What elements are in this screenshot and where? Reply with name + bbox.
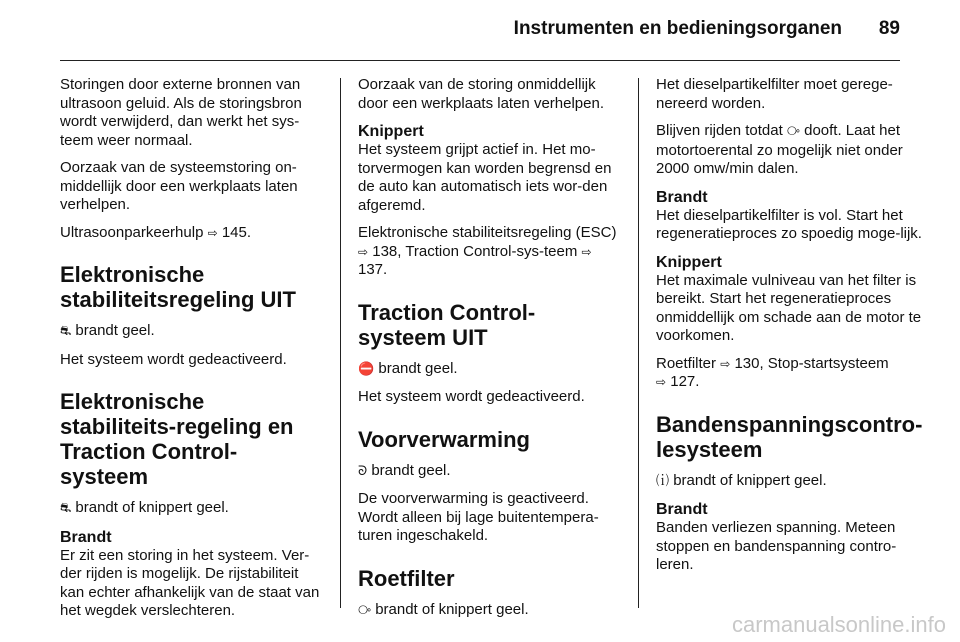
arrow-right-icon: ⇨ bbox=[207, 225, 218, 240]
paragraph: Storingen door externe bronnen van ultrasoon geluid. Als de storingsbron wordt verwijderd, dan werkt het sys-teem weer normaal. bbox=[60, 76, 302, 149]
subsection bbox=[60, 528, 322, 621]
paragraph: Het systeem wordt gedeactiveerd. bbox=[60, 350, 287, 368]
subsection-heading: Knippert bbox=[656, 253, 722, 271]
paragraph: Het dieselpartikelfilter moet gerege-nereerd worden. bbox=[656, 76, 893, 112]
paragraph: ᘐ brandt geel. bbox=[358, 461, 451, 479]
tire-pressure-icon: ⒤ bbox=[656, 473, 670, 489]
traction-control-off-icon: ⛔ bbox=[358, 361, 375, 377]
column-2 bbox=[358, 76, 620, 629]
paragraph: Het systeem wordt gedeactiveerd. bbox=[358, 388, 585, 405]
subsection bbox=[656, 500, 922, 575]
subsection-heading: Brandt bbox=[656, 501, 708, 518]
paragraph: ⧂ brandt of knippert geel. bbox=[358, 600, 529, 618]
paragraph: Blijven rijden totdat ⧂ dooft. Laat het motortoerental zo mogelijk niet onder 2000 omw/min dalen. bbox=[656, 122, 903, 177]
section-heading: Roetfilter bbox=[358, 565, 455, 591]
subsection bbox=[656, 188, 922, 244]
column-divider bbox=[340, 78, 341, 608]
paragraph: De voorverwarming is geactiveerd. Wordt alleen bij lage buitentempera-turen ingeschakeld. bbox=[358, 490, 599, 544]
esc-warning-icon: ⛐ bbox=[60, 501, 72, 516]
cross-reference: Ultrasoonparkeerhulp ⇨ 145. bbox=[60, 223, 252, 241]
cross-reference: Roetfilter ⇨ 130, Stop-startsysteem ⇨ 127. bbox=[656, 354, 889, 390]
paragraph: Banden verliezen spanning. Meteen stoppen en bandenspanning contro-leren. bbox=[656, 519, 897, 573]
column-1 bbox=[60, 76, 322, 630]
subsection-heading: Brandt bbox=[656, 188, 708, 206]
preheat-coil-icon: ᘐ bbox=[358, 463, 368, 479]
paragraph: Oorzaak van de storing onmiddellijk door een werkplaats laten verhelpen. bbox=[358, 76, 604, 112]
arrow-right-icon: ⇨ bbox=[720, 356, 731, 371]
arrow-right-icon: ⇨ bbox=[581, 244, 592, 259]
paragraph: ⒤ brandt of knippert geel. bbox=[656, 471, 827, 489]
cross-reference: Elektronische stabiliteitsregeling (ESC) ⇨ 138, Traction Control-sys-teem ⇨ 137. bbox=[358, 224, 617, 278]
paragraph: Het maximale vulniveau van het filter is bereikt. Start het regeneratieproces onmiddellijk om schade aan de motor te voorkomen. bbox=[656, 271, 922, 344]
section-heading: Elektronische stabiliteits-regeling en Traction Control-systeem bbox=[60, 389, 294, 489]
column-3 bbox=[656, 76, 922, 584]
subsection-heading: Knippert bbox=[358, 123, 424, 140]
header-rule bbox=[60, 60, 900, 61]
paragraph: Er zit een storing in het systeem. Ver-der rijden is mogelijk. De rijstabiliteit kan echter afhankelijk van de staat van het wegdek verslechteren. bbox=[60, 546, 320, 619]
arrow-right-icon: ⇨ bbox=[358, 244, 369, 259]
particle-filter-icon: ⧂ bbox=[786, 124, 800, 139]
section-heading: Bandenspanningscontro-lesysteem bbox=[656, 411, 923, 462]
page-number: 89 bbox=[878, 18, 900, 39]
paragraph: Oorzaak van de systeemstoring on-middellijk door een werkplaats laten verhelpen. bbox=[60, 159, 298, 213]
paragraph: Het dieselpartikelfilter is vol. Start het regeneratieproces zo spoedig moge-lijk. bbox=[656, 206, 922, 242]
watermark: carmanualsonline.info bbox=[731, 612, 946, 637]
header-title: Instrumenten en bedieningsorganen bbox=[513, 18, 842, 39]
section-heading: Voorverwarming bbox=[358, 426, 530, 452]
esc-off-icon: ⛐ bbox=[60, 324, 72, 339]
column-divider bbox=[638, 78, 639, 608]
arrow-right-icon: ⇨ bbox=[656, 375, 667, 389]
subsection bbox=[358, 122, 620, 215]
paragraph: Het systeem grijpt actief in. Het mo-torvermogen kan worden begrensd en de auto kan automatisch iets wor-den afgeremd. bbox=[358, 141, 612, 214]
section-heading: Elektronische stabiliteitsregeling UIT bbox=[60, 262, 296, 312]
paragraph: ⛐ brandt of knippert geel. bbox=[60, 499, 229, 516]
particle-filter-icon: ⧂ bbox=[358, 602, 372, 618]
paragraph: ⛐ brandt geel. bbox=[60, 322, 155, 339]
section-heading: Traction Control-systeem UIT bbox=[358, 299, 536, 350]
paragraph: ⛔ brandt geel. bbox=[358, 359, 458, 377]
subsection-heading: Brandt bbox=[60, 528, 112, 546]
subsection bbox=[656, 253, 922, 346]
